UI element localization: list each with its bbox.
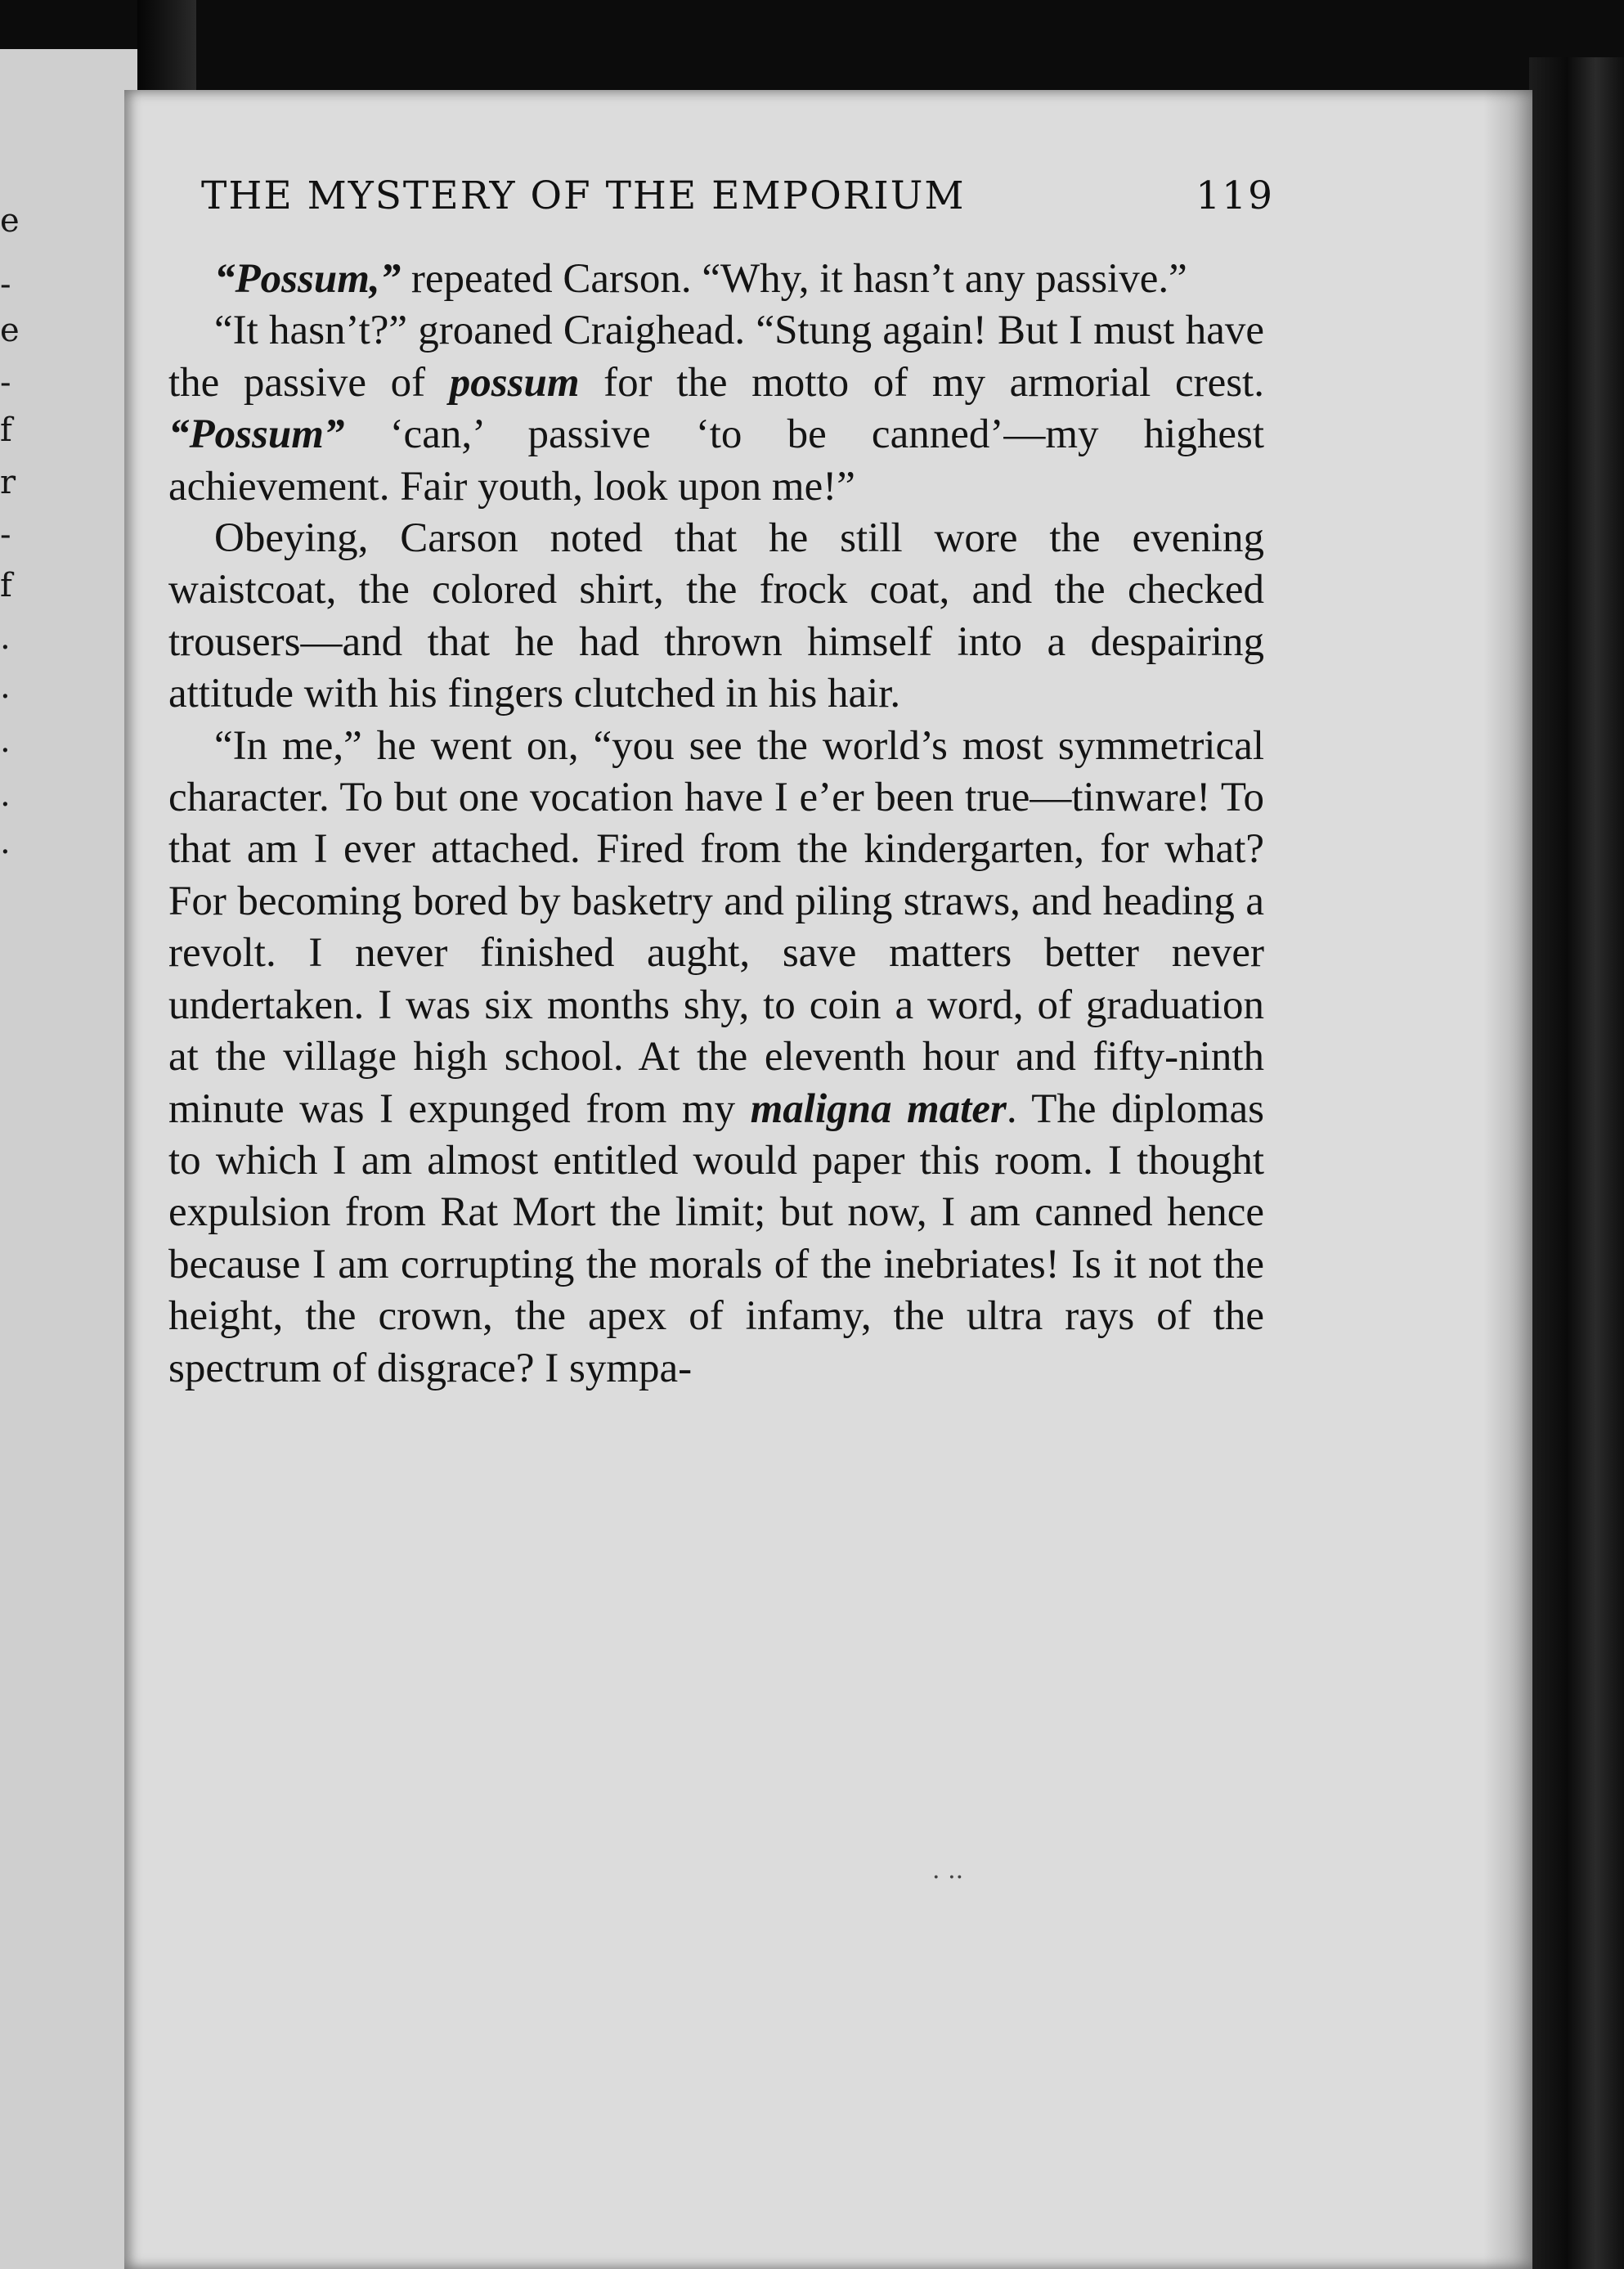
italic-text: possum — [449, 359, 580, 406]
paragraph — [168, 305, 1264, 513]
left-page-edge-char: - — [0, 364, 11, 402]
left-page-edge-char: . — [0, 776, 11, 814]
italic-text: maligna mater — [750, 1085, 1007, 1132]
left-page-edge-char: . — [0, 824, 11, 861]
left-page-edge-char: e — [0, 312, 20, 349]
italic-text: “Possum,” — [214, 256, 402, 302]
left-page-edge-char: f — [0, 411, 12, 449]
left-page-edge-char: - — [0, 266, 11, 303]
left-page-edge-char: - — [0, 516, 11, 554]
paragraph — [168, 254, 1264, 305]
page-number: 119 — [1196, 173, 1274, 218]
italic-text: “Possum” — [168, 411, 345, 458]
paragraph — [168, 721, 1264, 1395]
book-cover-board — [1529, 57, 1624, 2269]
page-text-body — [168, 254, 1264, 1395]
text-run: Obeying, Carson noted that he still wore the evening waistcoat, the colored shirt, the frock coat, and the checked trousers—and that he had thrown himself into a despairing attitude with his fingers clutched in his hair. — [168, 515, 1264, 717]
paragraph — [168, 513, 1264, 721]
left-page-edge-char: e — [0, 202, 20, 240]
left-page-edge-char: . — [0, 668, 11, 706]
running-head — [201, 173, 1274, 218]
text-run: ‘can,’ passive ‘to be canned’—my highest achievement. Fair youth, look upon me!” — [168, 411, 1264, 510]
text-run: for the motto of my armorial crest. — [579, 359, 1264, 406]
left-page-edge-char: . — [0, 722, 11, 760]
text-run: “In me,” he went on, “you see the world’s most symmetrical character. To but one vocation have I e’er been true—tinware! To that am I ever attached. Fired from the kindergarten, for what? For becoming bored by basketry and piling straws, and heading a revolt. I never finished aught, save matters better never undertaken. I was six months shy, to coin a word, of graduation at the village high school. At the eleventh hour and fifty-ninth minute was I expunged from my — [168, 722, 1264, 1132]
left-page-edge-char: r — [0, 464, 16, 501]
text-run: repeated Carson. “Why, it hasn’t any passive.” — [401, 256, 1187, 302]
left-page-edge-char: f — [0, 567, 12, 604]
left-page-edge-char: . — [0, 619, 11, 657]
page-specks: · ·· — [932, 1863, 964, 1892]
text-run: . The diplomas to which I am almost entitled would paper this room. I thought expulsion from Rat Mort the limit; but now, I am canned hence because I am corrupting the morals of the inebriates! Is it not the height, the crown, the apex of infamy, the ultra rays of the spectrum of disgrace? I sympa- — [168, 1085, 1264, 1391]
running-head-title: THE MYSTERY OF THE EMPORIUM — [201, 173, 966, 218]
left-facing-page-edge — [0, 49, 137, 2269]
text-run: “It hasn’t?” groaned Craighead. “Stung again! But I must have the passive of — [168, 308, 1264, 406]
